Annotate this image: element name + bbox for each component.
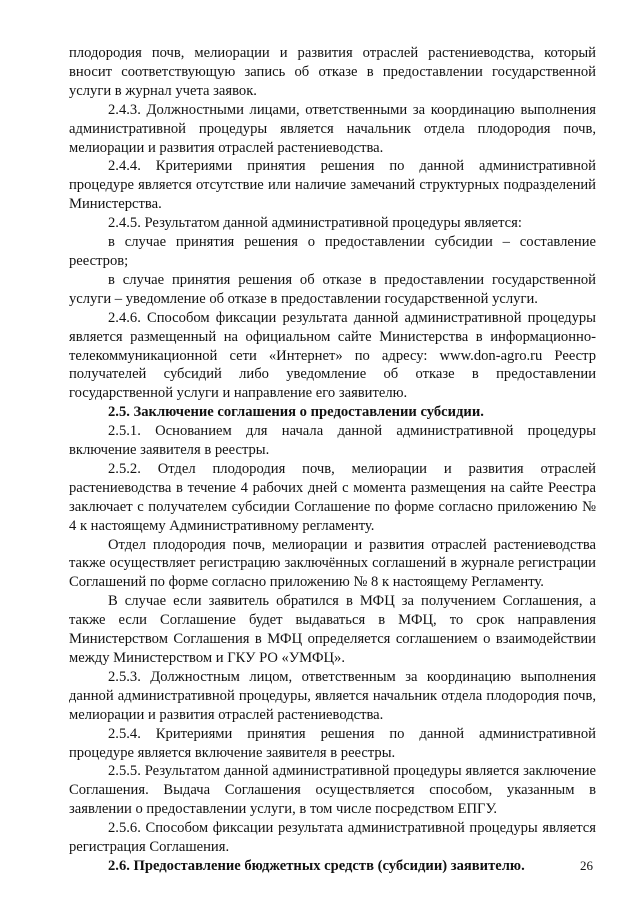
- paragraph-2-5-4: 2.5.4. Критериями принятия решения по данной административной процедуре является включение заявителя в реестры.: [69, 725, 596, 761]
- page-number: 26: [580, 858, 593, 873]
- paragraph-2-5-6: 2.5.6. Способом фиксации результата административной процедуры является регистрация Соглашения.: [69, 820, 596, 856]
- paragraph-2-4-3: 2.4.3. Должностными лицами, ответственными за координацию выполнения административной процедуры является начальник отдела плодородия почв, мелиорации и развития отраслей растениеводства.: [69, 101, 596, 156]
- paragraph-2-4-5-case-refusal: в случае принятия решения об отказе в предоставлении государственной услуги – уведомление об отказе в предоставлении государственной услуги.: [69, 271, 596, 307]
- paragraph-2-4-5-case-subsidy: в случае принятия решения о предоставлении субсидии – составление реестров;: [69, 234, 596, 269]
- paragraph-2-5-2: 2.5.2. Отдел плодородия почв, мелиорации и развития отраслей растениеводства в течение 4 рабочих дней с момента размещения на сайте Реестра заключает с получателем субсидии Соглашение по форме согласно приложению № 4 к настоящему Административному регламенту.: [69, 460, 596, 534]
- paragraph-2-5-5: 2.5.5. Результатом данной административной процедуры является заключение Соглашения. Выдача Соглашения осуществляется способом, указанным в заявлении о предоставлении услуги, в том числе посредством ЕПГУ.: [69, 763, 596, 818]
- paragraph-mfc: В случае если заявитель обратился в МФЦ за получением Соглашения, а также если Соглашение будет выдаваться в МФЦ, то срок направления Министерством Соглашения в МФЦ определяется соглашением о взаимодействии между Министерством и ГКУ РО «УМФЦ».: [69, 593, 596, 666]
- paragraph-registration: Отдел плодородия почв, мелиорации и развития отраслей растениеводства также осуществляет регистрацию заключённых соглашений в журнале регистрации Соглашений по форме согласно приложению № 8 к настоящему Регламенту.: [69, 536, 596, 591]
- paragraph-continuation: плодородия почв, мелиорации и развития отраслей растениеводства, который вносит соответствующую запись об отказе в предоставлении государственной услуги в журнал учета заявок.: [69, 45, 596, 99]
- section-heading-2-5: 2.5. Заключение соглашения о предоставлении субсидии.: [108, 404, 484, 421]
- section-heading-2-6: 2.6. Предоставление бюджетных средств (субсидии) заявителю.: [108, 857, 525, 874]
- document-body: [69, 44, 596, 876]
- paragraph-2-4-6: 2.4.6. Способом фиксации результата данной административной процедуры является размещенный на официальном сайте Министерства в информационно-телекоммуникационной сети «Интернет» по адресу: www.don-agro.ru Реестр получателей субсидий либо уведомление об отказе в предоставлении государственной услуги и направление его заявителю.: [69, 309, 596, 402]
- paragraph-2-5-1: 2.5.1. Основанием для начала данной административной процедуры включение заявителя в реестры.: [69, 423, 596, 459]
- paragraph-2-4-4: 2.4.4. Критериями принятия решения по данной административной процедуре является отсутствие или наличие замечаний структурных подразделений Министерства.: [69, 158, 596, 213]
- paragraph-2-4-5: 2.4.5. Результатом данной административной процедуры является:: [108, 215, 522, 232]
- paragraph-2-5-3: 2.5.3. Должностным лицом, ответственным за координацию выполнения данной административной процедуры, является начальник отдела плодородия почв, мелиорации и развития отраслей растениеводства.: [69, 668, 596, 723]
